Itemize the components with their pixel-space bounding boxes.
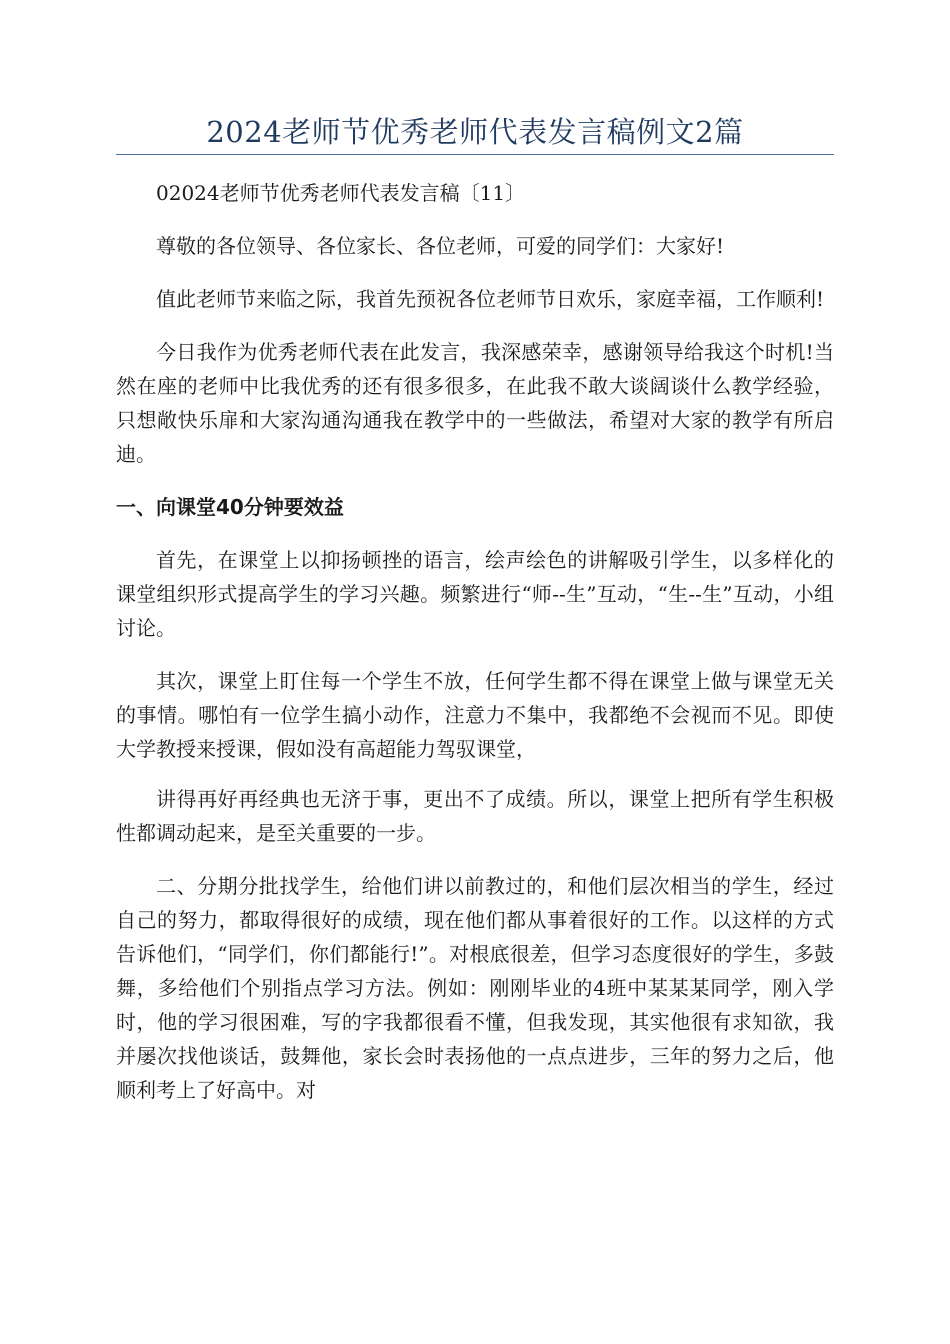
title-underline xyxy=(116,154,834,155)
greeting: 尊敬的各位领导、各位家长、各位老师，可爱的同学们：大家好! xyxy=(156,234,725,258)
section-heading: 一、向课堂40分钟要效益 xyxy=(116,495,344,519)
subtitle: 02024老师节优秀老师代表发言稿〔11〕 xyxy=(156,181,526,205)
paragraph: 首先，在课堂上以抑扬顿挫的语言，绘声绘色的讲解吸引学生，以多样化的课堂组织形式提高学生的学习兴趣。频繁进行“师--生”互动，“生--生”互动，小组讨论。 xyxy=(116,548,834,640)
paragraph: 今日我作为优秀老师代表在此发言，我深感荣幸，感谢领导给我这个时机!当然在座的老师中比我优秀的还有很多很多，在此我不敢大谈阔谈什么教学经验，只想敞快乐扉和大家沟通沟通我在教学中的一些做法，希望对大家的教学有所启迪。 xyxy=(116,340,834,466)
paragraph: 二、分期分批找学生，给他们讲以前教过的，和他们层次相当的学生，经过自己的努力，都取得很好的成绩，现在他们都从事着很好的工作。以这样的方式告诉他们，“同学们，你们都能行!”。对根底很差，但学习态度很好的学生，多鼓舞，多给他们个别指点学习方法。例如：刚刚毕业的4班中某某某同学，刚入学时，他的学习很困难，写的字我都很看不懂，但我发现，其实他很有求知欲，我并屡次找他谈话，鼓舞他，家长会时表扬他的一点点进步，三年的努力之后，他顺利考上了好高中。对 xyxy=(116,874,834,1102)
document-title: 2024老师节优秀老师代表发言稿例文2篇 xyxy=(206,115,744,149)
document-body xyxy=(116,176,834,1107)
paragraph: 其次，课堂上盯住每一个学生不放，任何学生都不得在课堂上做与课堂无关的事情。哪怕有一位学生搞小动作，注意力不集中，我都绝不会视而不见。即使大学教授来授课，假如没有高超能力驾驭课堂， xyxy=(116,669,834,761)
paragraph: 讲得再好再经典也无济于事，更出不了成绩。所以，课堂上把所有学生积极性都调动起来，是至关重要的一步。 xyxy=(116,787,834,845)
paragraph: 值此老师节来临之际，我首先预祝各位老师节日欢乐，家庭幸福，工作顺利! xyxy=(156,287,825,311)
